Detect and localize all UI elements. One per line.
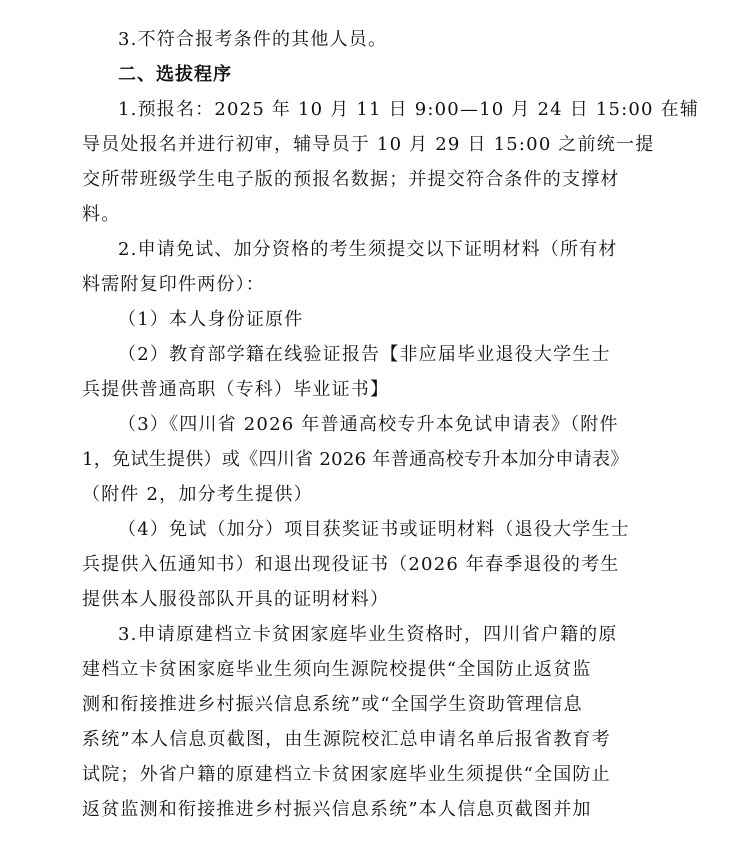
text-line-17: 提供本人服役部队开具的证明材料）: [82, 589, 390, 610]
section-heading-selection-procedure: 二、选拔程序: [118, 64, 232, 85]
text-line-20: 测和衔接推进乡村振兴信息系统”或“全国学生资助管理信息: [82, 694, 583, 715]
text-line-3: 1.预报名：2025 年 10 月 11 日 9:00—10 月 24 日 15:00 在辅: [118, 99, 700, 120]
text-line-22: 试院；外省户籍的原建档立卡贫困家庭毕业生须提供“全国防止: [82, 764, 611, 785]
text-line-14: （附件 2，加分考生提供）: [82, 484, 313, 505]
text-line-12: （3）《四川省 2026 年普通高校专升本免试申请表》（附件: [118, 414, 619, 435]
text-line-10: （2）教育部学籍在线验证报告【非应届毕业退役大学生士: [118, 344, 611, 365]
text-line-6: 料。: [82, 204, 121, 225]
text-line-23: 返贫监测和衔接推进乡村振兴信息系统”本人信息页截图并加: [82, 799, 592, 820]
text-line-4: 导员处报名并进行初审，辅导员于 10 月 29 日 15:00 之前统一提: [82, 134, 655, 155]
text-line-7: 2.申请免试、加分资格的考生须提交以下证明材料（所有材: [118, 239, 618, 260]
text-line-18: 3.申请原建档立卡贫困家庭毕业生资格时，四川省户籍的原: [118, 624, 618, 645]
text-line-21: 系统”本人信息页截图，由生源院校汇总申请名单后报省教育考: [82, 729, 611, 750]
text-line-19: 建档立卡贫困家庭毕业生须向生源院校提供“全国防止返贫监: [82, 659, 592, 680]
text-line-8: 料需附复印件两份）：: [82, 274, 265, 295]
text-line-15: （4）免试（加分）项目获奖证书或证明材料（退役大学生士: [118, 519, 630, 540]
text-line-1: 3.不符合报考条件的其他人员。: [118, 29, 388, 50]
text-line-13: 1，免试生提供）或《四川省 2026 年普通高校专升本加分申请表》: [82, 449, 629, 470]
text-line-16: 兵提供入伍通知书）和退出现役证书（2026 年春季退役的考生: [82, 554, 620, 575]
text-line-11: 兵提供普通高职（专科）毕业证书】: [82, 379, 390, 400]
text-line-5: 交所带班级学生电子版的预报名数据；并提交符合条件的支撑材: [82, 169, 620, 190]
text-line-9: （1）本人身份证原件: [118, 309, 304, 330]
